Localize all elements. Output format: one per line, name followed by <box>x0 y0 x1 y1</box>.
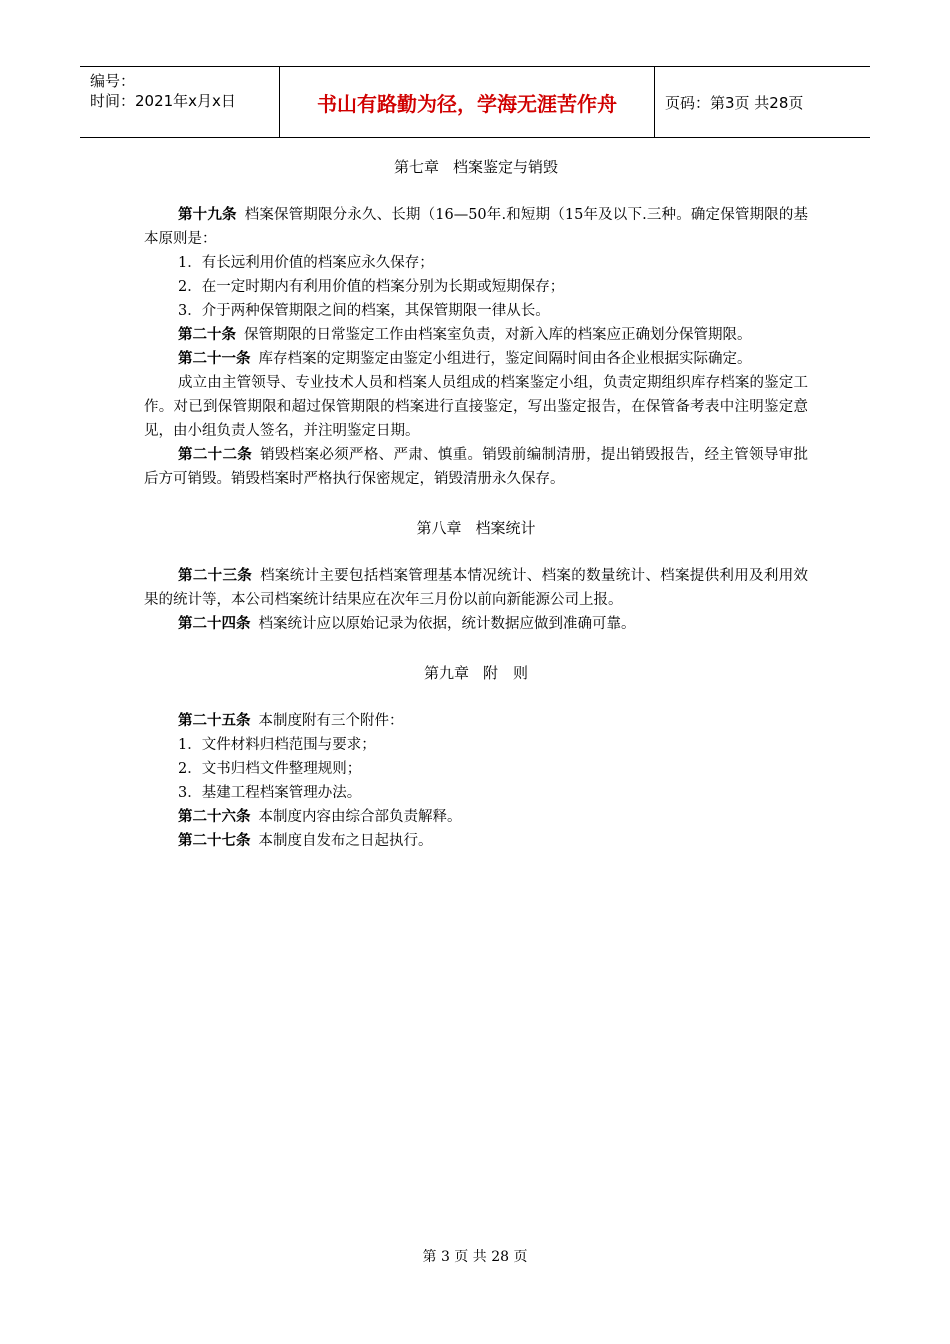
article-label: 第二十七条 <box>178 833 251 849</box>
article-text: 本制度内容由综合部负责解释。 <box>258 809 462 825</box>
list-item: 2．文书归档文件整理规则； <box>178 761 362 777</box>
chapter-section <box>144 156 808 491</box>
article-text: 档案统计应以原始记录为依据，统计数据应做到准确可靠。 <box>258 616 636 632</box>
article-text: 档案统计主要包括档案管理基本情况统计、档案的数量统计、档案提供利用及利用效果的统计等，本公司档案统计结果应在次年三月份以前向新能源公司上报。 <box>144 568 809 608</box>
article-text: 本制度附有三个附件： <box>258 713 404 729</box>
article-paragraph <box>144 443 808 491</box>
chapter-section <box>144 662 808 853</box>
article-paragraph <box>144 203 808 251</box>
article-label: 第二十条 <box>178 327 236 343</box>
list-item: 1．有长远利用价值的档案应永久保存； <box>178 255 434 271</box>
chapter-number: 第八章 <box>416 519 462 537</box>
list-item: 1．文件材料归档范围与要求； <box>178 737 376 753</box>
chapter-title: 附 则 <box>483 664 529 682</box>
document-time-label: 时间：2021年x月x日 <box>90 92 236 110</box>
article-label: 第二十五条 <box>178 713 251 729</box>
header-page-info: 页码：第3页 共28页 <box>665 93 804 112</box>
article-text: 档案保管期限分永久、长期（16—50年.和短期（15年及以下.三种。确定保管期限的基本原则是： <box>144 207 809 247</box>
document-body <box>144 156 808 853</box>
page-header <box>80 66 870 138</box>
chapter-number: 第九章 <box>423 664 469 682</box>
list-item: 2．在一定时期内有利用价值的档案分别为长期或短期保存； <box>178 279 565 295</box>
article-label: 第二十一条 <box>178 351 251 367</box>
article-label: 第二十二条 <box>178 447 253 463</box>
article-label: 第十九条 <box>178 207 237 223</box>
chapter-heading <box>144 662 808 683</box>
chapter-heading <box>144 517 808 538</box>
article-label: 第二十四条 <box>178 616 251 632</box>
chapter-title: 档案鉴定与销毁 <box>453 158 559 176</box>
chapter-heading <box>144 156 808 177</box>
article-text: 本制度自发布之日起执行。 <box>258 833 433 849</box>
article-paragraph <box>144 829 808 853</box>
page-footer: 第 3 页 共 28 页 <box>422 1249 528 1265</box>
list-item: 3．介于两种保管期限之间的档案，其保管期限一律从长。 <box>178 303 550 319</box>
article-paragraph <box>144 805 808 829</box>
article-paragraph <box>144 323 808 347</box>
article-paragraph <box>144 564 808 612</box>
article-text: 库存档案的定期鉴定由鉴定小组进行，鉴定间隔时间由各企业根据实际确定。 <box>258 351 752 367</box>
body-paragraph: 成立由主管领导、专业技术人员和档案人员组成的档案鉴定小组，负责定期组织库存档案的鉴定工作。对已到保管期限和超过保管期限的档案进行直接鉴定，写出鉴定报告，在保管备考表中注明鉴定意见，由小组负责人签名，并注明鉴定日期。 <box>144 375 808 439</box>
article-text: 保管期限的日常鉴定工作由档案室负责，对新入库的档案应正确划分保管期限。 <box>244 327 752 343</box>
list-item: 3．基建工程档案管理办法。 <box>178 785 362 801</box>
article-paragraph <box>144 347 808 371</box>
article-paragraph <box>144 612 808 636</box>
article-label: 第二十六条 <box>178 809 251 825</box>
article-label: 第二十三条 <box>178 568 253 584</box>
chapter-title: 档案统计 <box>475 519 536 537</box>
chapter-section <box>144 517 808 636</box>
document-number-label: 编号： <box>90 72 136 90</box>
chapter-number: 第七章 <box>393 158 439 176</box>
article-text: 销毁档案必须严格、严肃、慎重。销毁前编制清册，提出销毁报告，经主管领导审批后方可销毁。销毁档案时严格执行保密规定，销毁清册永久保存。 <box>144 447 809 487</box>
article-paragraph <box>144 709 808 733</box>
header-meta <box>80 67 280 137</box>
header-motto: 书山有路勤为径，学海无涯苦作舟 <box>280 67 655 137</box>
